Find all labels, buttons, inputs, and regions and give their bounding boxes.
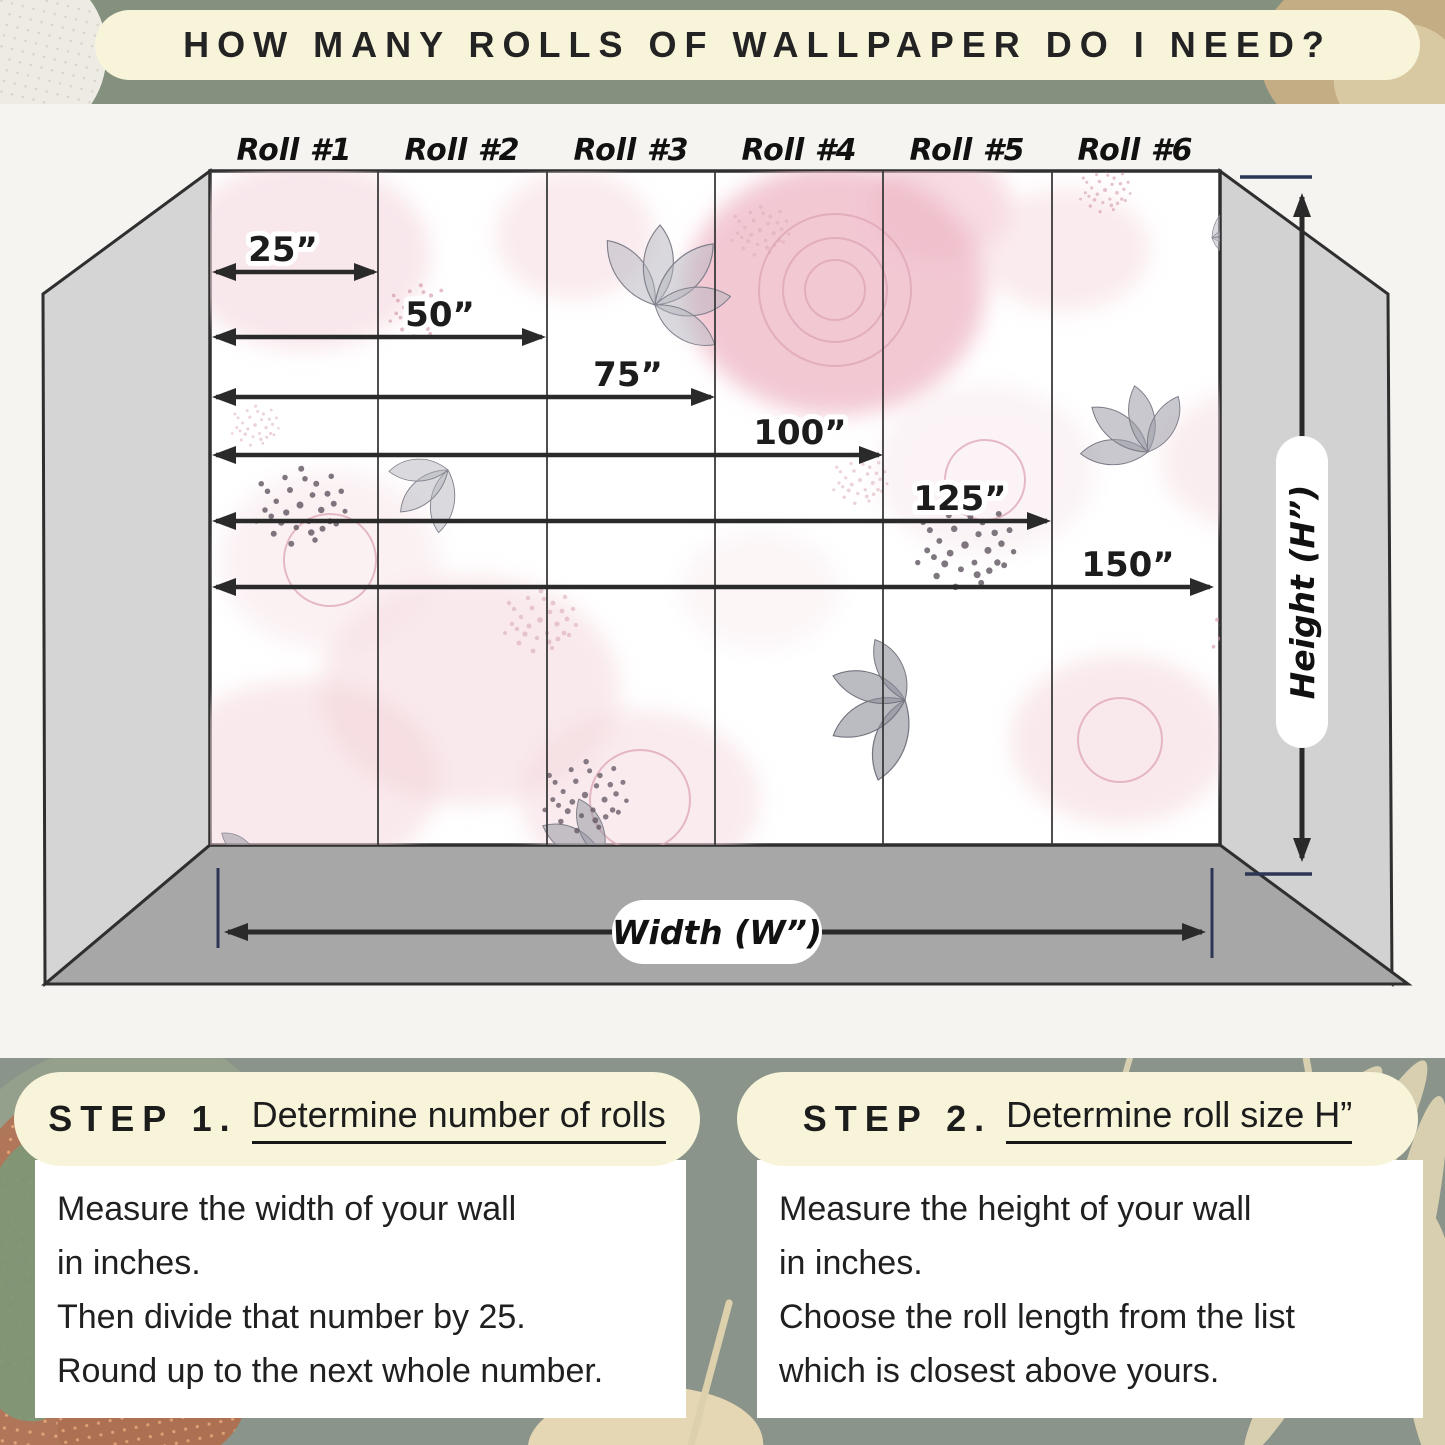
left-side-wall (43, 171, 210, 984)
step1-line-2: in inches. (57, 1244, 201, 1282)
step2-header-pill (737, 1072, 1418, 1166)
height-label: Height (H”) (1283, 484, 1322, 700)
instructions-section (0, 1058, 1445, 1445)
measurement-label-150: 150” (1081, 545, 1175, 585)
measurement-label-125: 125” (913, 479, 1007, 519)
step2-label: STEP 2. (802, 1098, 993, 1139)
header-banner (0, 0, 1445, 104)
measurement-label-50: 50” (405, 295, 475, 335)
step1-label: STEP 1. (48, 1098, 238, 1139)
roll-label-6: Roll #6 (1077, 133, 1193, 168)
width-label: Width (W”) (612, 913, 822, 952)
step1-card (35, 1160, 686, 1418)
measurement-label-75: 75” (593, 355, 663, 395)
title-pill (95, 10, 1420, 80)
step1-line-1: Measure the width of your wall (57, 1190, 517, 1228)
measurement-label-25: 25” (248, 230, 318, 270)
roll-label-4: Roll #4 (741, 133, 857, 168)
step2-body (757, 1160, 1423, 1398)
step1-title: Determine number of rolls (252, 1094, 666, 1144)
step2-card (757, 1160, 1423, 1418)
measurement-label-100: 100” (753, 413, 847, 453)
step1-header-pill (14, 1072, 700, 1166)
step1-line-3: Then divide that number by 25. (57, 1298, 526, 1336)
step2-title: Determine roll size H” (1006, 1094, 1352, 1144)
step1-line-4: Round up to the next whole number. (57, 1352, 604, 1390)
step1-body (35, 1160, 686, 1398)
roll-label-2: Roll #2 (404, 133, 520, 168)
step2-line-2: in inches. (779, 1244, 923, 1282)
step2-line-4: which is closest above yours. (779, 1352, 1220, 1390)
step2-line-3: Choose the roll length from the list (779, 1298, 1295, 1336)
roll-label-3: Roll #3 (573, 133, 689, 168)
roll-label-5: Roll #5 (909, 133, 1025, 168)
roll-label-1: Roll #1 (236, 133, 352, 168)
step2-line-1: Measure the height of your wall (779, 1190, 1252, 1228)
page-title: HOW MANY ROLLS OF WALLPAPER DO I NEED? (183, 24, 1332, 65)
